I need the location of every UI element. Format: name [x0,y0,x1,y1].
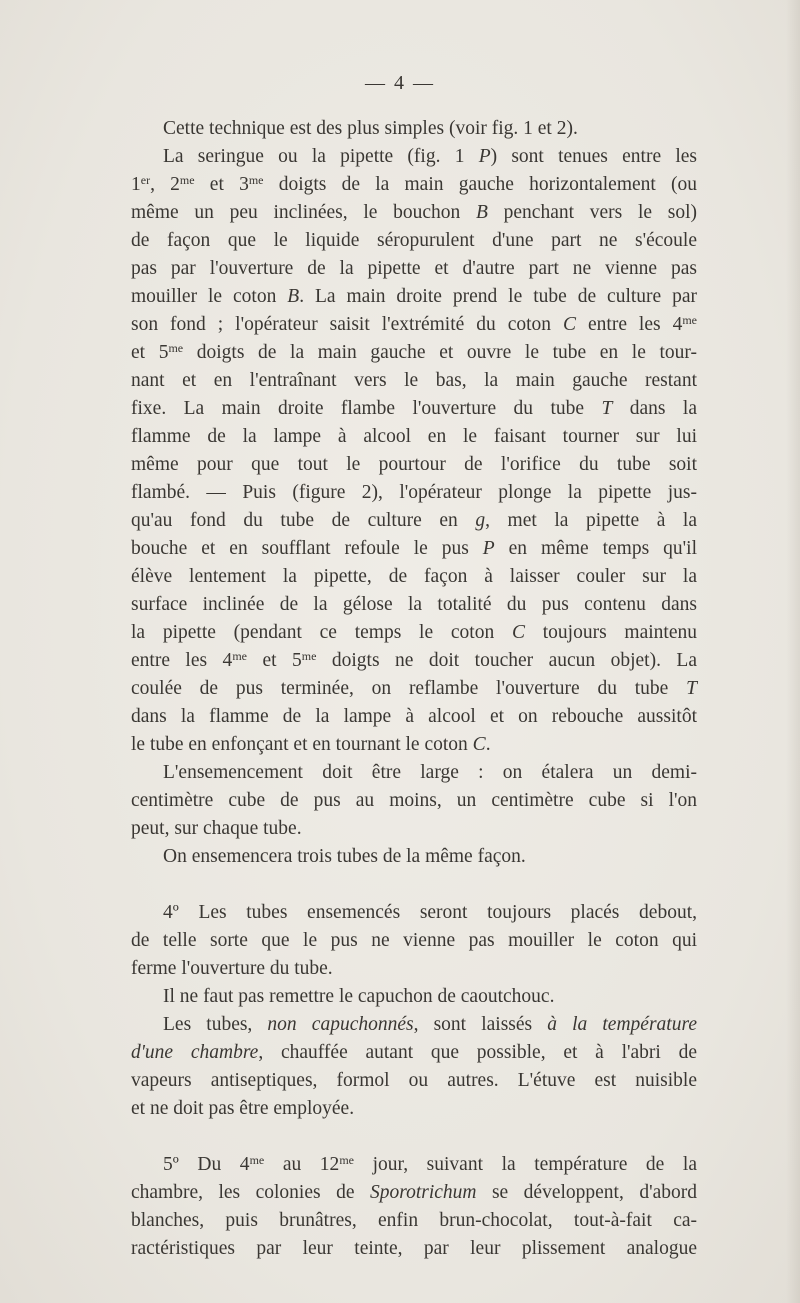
body-text [131,115,697,1263]
text-line: de façon que le liquide séropurulent d'une part ne s'écoule [131,230,697,251]
italic-text: T [686,678,697,699]
superscript: me [168,341,184,355]
text-line: 1er, $2^{me}$ et $3^{me}$ doigts de la main gauche horizontalement (ou [131,173,698,195]
text-line: même pour que tout le pourtour de l'orifice du tube soit [131,454,697,475]
italic-text: C [563,314,577,335]
text-line: 4º Les tubes ensemencés seront toujours placés debout, [163,902,697,923]
superscript: me [301,649,317,663]
text-line: dans la flamme de la lampe à alcool et on rebouche aussitôt [131,706,697,727]
text-line: surface inclinée de la gélose la totalité du pus contenu dans [131,594,697,615]
text-line: vapeurs antiseptiques, formol ou autres. L'étuve est nuisible [131,1070,697,1091]
text-line: Les tubes, non capuchonnés, sont laissés à la température [163,1014,697,1035]
text-line: ractéristiques par leur teinte, par leur plissement analogue [131,1238,697,1259]
text-line: ferme l'ouverture du tube. [131,958,333,979]
italic-text: à la température [547,1014,697,1035]
italic-text: C [472,734,486,755]
text-line: Il ne faut pas remettre le capuchon de caoutchouc. [163,986,555,1007]
page-edge-shadow [786,0,800,1303]
text-line: la pipette (pendant ce temps le coton C toujours maintenu [131,622,697,643]
superscript: me [179,173,195,187]
text-line: entre les $4^{me}$ et $5^{me}$ doigts ne doit toucher aucun objet). La [131,649,697,671]
text-line: et ne doit pas être employée. [131,1098,355,1119]
text-line: fixe. La main droite flambe l'ouverture du tube T dans la [131,398,697,419]
italic-text: T [601,398,613,419]
italic-text: P [478,146,491,167]
text-line: de telle sorte que le pus ne vienne pas mouiller le coton qui [131,930,697,951]
text-line: 5º Du $4^{me}$ au $12^{me}$ jour, suivant la température de la [163,1153,697,1175]
text-line: son fond ; l'opérateur saisit l'extrémité du coton C entre les $4^{me}$ [131,313,697,335]
paragraph-gap [131,1123,697,1151]
text-line: bouche et en soufflant refoule le pus P en même temps qu'il [131,538,697,559]
text-line: chambre, les colonies de Sporotrichum se développent, d'abord [131,1182,697,1203]
text-line: Cette technique est des plus simples (voir fig. 1 et 2). [163,118,578,139]
superscript: er [140,173,151,187]
italic-text: P [482,538,495,559]
text-line: et $5^{me}$ doigts de la main gauche et ouvre le tube en le tour- [131,341,698,363]
text-line: nant et en l'entraînant vers le bas, la main gauche restant [131,370,697,391]
text-line: L'ensemencement doit être large : on étalera un demi- [163,762,697,783]
paragraph-gap [131,871,697,899]
text-line: centimètre cube de pus au moins, un centimètre cube si l'on [131,790,697,811]
text-line: le tube en enfonçant et en tournant le coton C. [131,734,491,755]
superscript: me [249,1153,265,1167]
text-line: peut, sur chaque tube. [131,818,302,839]
text-line: flamme de la lampe à alcool en le faisant tourner sur lui [131,426,697,447]
text-line: On ensemencera trois tubes de la même façon. [163,846,526,867]
text-line: qu'au fond du tube de culture en g, met la pipette à la [131,510,698,531]
superscript: me [248,173,264,187]
text-line: élève lentement la pipette, de façon à laisser couler sur la [131,566,697,587]
italic-text: g [475,510,486,531]
italic-text: non capuchonnés [267,1014,414,1035]
text-line: blanches, puis brunâtres, enfin brun-chocolat, tout-à-fait ca- [131,1210,697,1231]
page-number: — 4 — [365,72,435,94]
italic-text: d'une chambre [131,1042,259,1063]
text-line: pas par l'ouverture de la pipette et d'autre part ne vienne pas [131,258,697,279]
text-line: mouiller le coton B. La main droite prend le tube de culture par [131,286,698,307]
italic-text: B [476,202,488,223]
text-line: coulée de pus terminée, on reflambe l'ouverture du tube T [131,678,697,699]
text-line: flambé. — Puis (figure 2), l'opérateur plonge la pipette jus- [131,482,697,503]
italic-text: B [287,286,300,307]
text-line: même un peu inclinées, le bouchon B penchant vers le sol) [131,202,697,223]
italic-text: C [511,622,525,643]
superscript: me [682,313,697,327]
superscript: me [232,649,247,663]
superscript: me [339,1153,354,1167]
text-line: La seringue ou la pipette (fig. 1 P) sont tenues entre les [163,146,697,167]
italic-text: Sporotrichum [369,1182,477,1203]
text-line: d'une chambre, chauffée autant que possible, et à l'abri de [131,1042,697,1063]
